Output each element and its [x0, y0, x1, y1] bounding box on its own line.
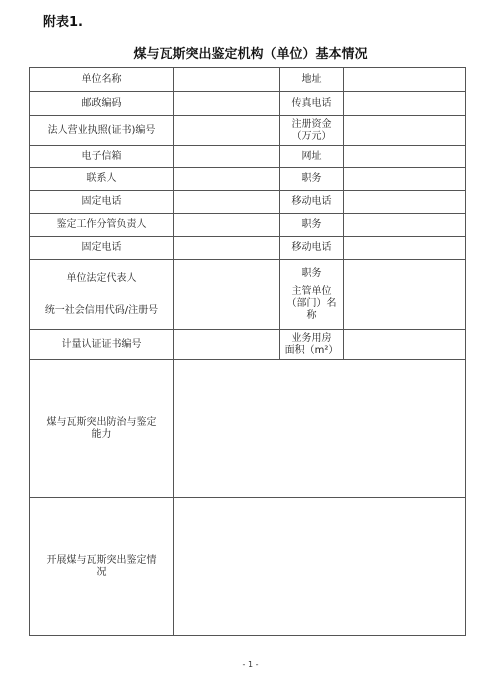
table-row [30, 498, 466, 636]
mobile-label: 移动电话 [280, 191, 344, 214]
manager-label: 鉴定工作分管负责人 [30, 214, 174, 237]
position-supervisor-labels [280, 260, 344, 330]
table-row [30, 237, 466, 260]
legal-rep-credit-value[interactable] [174, 260, 280, 330]
table-row [30, 330, 466, 360]
position-label: 职务 [280, 168, 344, 191]
supervisor-label-line1: 主管单位 [291, 285, 332, 297]
table-row [30, 68, 466, 92]
position-supervisor-value[interactable] [344, 260, 466, 330]
manager-value[interactable] [174, 214, 280, 237]
fax-value[interactable] [344, 92, 466, 116]
postal-code-label: 邮政编码 [30, 92, 174, 116]
credit-code-label: 统一社会信用代码/注册号 [44, 304, 159, 316]
office-area-label [280, 330, 344, 360]
basic-info-table [29, 67, 466, 636]
office-area-label-line2: 面积（m²） [284, 344, 339, 356]
mobile-label: 移动电话 [280, 237, 344, 260]
fax-label: 传真电话 [280, 92, 344, 116]
manager-position-value[interactable] [344, 214, 466, 237]
supervisor-label-line3: 称 [306, 309, 317, 321]
metrology-cert-value[interactable] [174, 330, 280, 360]
registered-capital-label: 注册资金（万元） [280, 116, 344, 146]
capability-label: 煤与瓦斯突出防治与鉴定能力 [30, 360, 174, 498]
table-row [30, 116, 466, 146]
license-no-value[interactable] [174, 116, 280, 146]
website-label: 网址 [280, 146, 344, 168]
situation-label: 开展煤与瓦斯突出鉴定情况 [30, 498, 174, 636]
supervisor-label-line2: （部门）名 [286, 297, 337, 309]
postal-code-value[interactable] [174, 92, 280, 116]
legal-rep-credit-labels [30, 260, 174, 330]
office-area-value[interactable] [344, 330, 466, 360]
page-title: 煤与瓦斯突出鉴定机构（单位）基本情况 [133, 47, 368, 62]
unit-name-label: 单位名称 [30, 68, 174, 92]
address-value[interactable] [344, 68, 466, 92]
website-value[interactable] [344, 146, 466, 168]
table-row [30, 92, 466, 116]
email-label: 电子信箱 [30, 146, 174, 168]
license-no-label: 法人营业执照(证书)编号 [30, 116, 174, 146]
contact-label: 联系人 [30, 168, 174, 191]
unit-name-value[interactable] [174, 68, 280, 92]
page-number: - 1 - [242, 660, 259, 669]
metrology-cert-label: 计量认证证书编号 [30, 330, 174, 360]
address-label: 地址 [280, 68, 344, 92]
situation-value[interactable] [174, 498, 466, 636]
position-value[interactable] [344, 168, 466, 191]
position-label: 职务 [280, 214, 344, 237]
table-row [30, 191, 466, 214]
appendix-label: 附表1. [43, 15, 83, 30]
email-value[interactable] [174, 146, 280, 168]
contact-value[interactable] [174, 168, 280, 191]
capability-value[interactable] [174, 360, 466, 498]
table-row [30, 214, 466, 237]
manager-mobile-value[interactable] [344, 237, 466, 260]
manager-landline-value[interactable] [174, 237, 280, 260]
office-area-label-line1: 业务用房 [291, 332, 332, 344]
table-row [30, 260, 466, 330]
landline-value[interactable] [174, 191, 280, 214]
registered-capital-value[interactable] [344, 116, 466, 146]
table-row [30, 360, 466, 498]
landline-label: 固定电话 [30, 237, 174, 260]
mobile-value[interactable] [344, 191, 466, 214]
position-label: 职务 [301, 267, 322, 279]
legal-rep-label: 单位法定代表人 [66, 272, 137, 284]
table-row [30, 146, 466, 168]
landline-label: 固定电话 [30, 191, 174, 214]
table-row [30, 168, 466, 191]
